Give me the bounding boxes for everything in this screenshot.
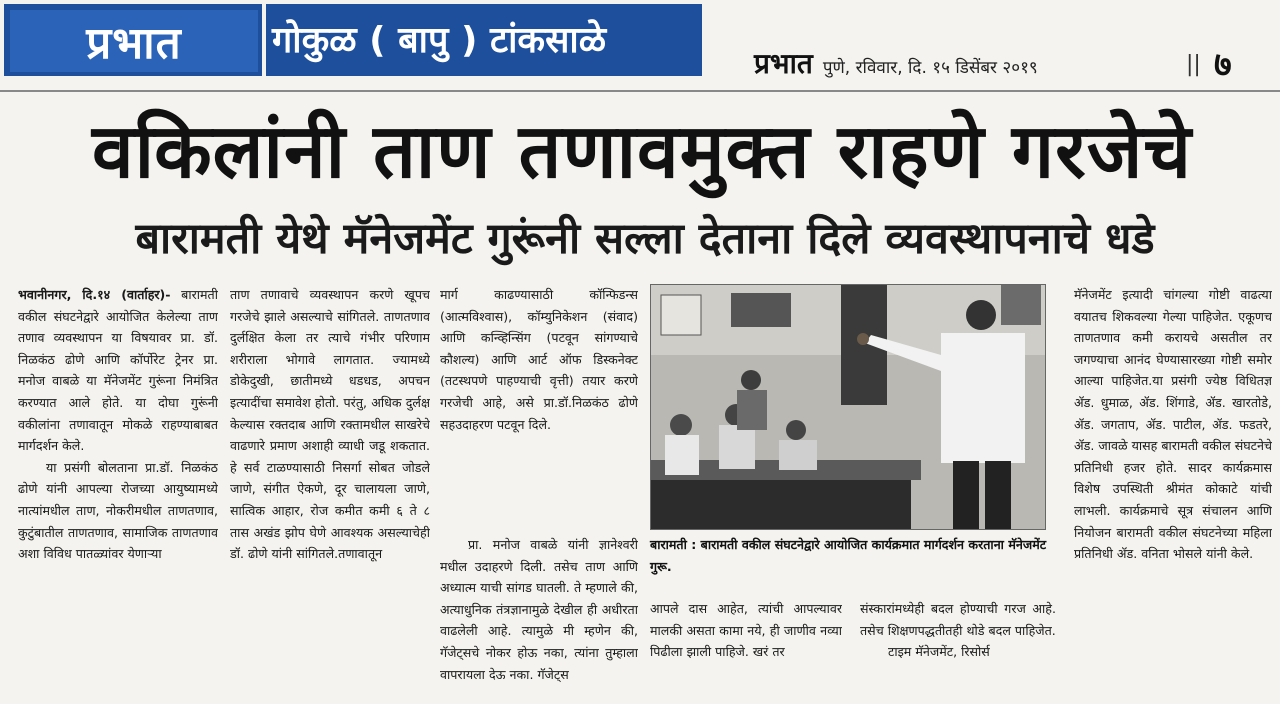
- page-dateline: [754, 44, 1038, 78]
- event-photo: [650, 284, 1046, 530]
- body-paragraph: टाइम मॅनेजमेंट, रिसोर्स: [888, 644, 990, 660]
- lead-paragraph: [18, 284, 218, 457]
- article-headline: वकिलांनी ताण तणावमुक्त राहणे गरजेचे: [91, 107, 1193, 195]
- event-photo-image: [651, 285, 1046, 530]
- article-dateline: भवानीनगर, दि.१४ (वार्ताहर)-: [18, 287, 171, 302]
- article-column-2: [230, 284, 430, 704]
- header-rule: [0, 90, 1280, 92]
- body-paragraph: प्रा. मनोज वाबळे यांनी ज्ञानेश्वरी मधील उदाहरणे दिली. तसेच ताण आणि अध्यात्म याची सांगड घातली. ते म्हणाले की, अत्याधुनिक तंत्रज्ञानामुळे देखील ही अधीरता वाढलेली आहे. त्यामुळे मी म्हणेन की, गॅजेट्सचे नोकर होऊ नका, त्यांना तुम्हाला वापरायला देऊ नका. गॅजेट्स: [440, 537, 638, 682]
- photo-caption: बारामती : बारामती वकील संघटनेद्वारे आयोजित कार्यक्रमात मार्गदर्शन करताना मॅनेजमेंट गुरू.: [650, 537, 1047, 574]
- dateline-logo: प्रभात: [754, 47, 813, 80]
- article-column-1: [18, 284, 218, 704]
- masthead-banner: [4, 4, 702, 76]
- article-subheadline: बारामती येथे मॅनेजमेंट गुरूंनी सल्ला देताना दिले व्यवस्थापनाचे धडे: [135, 214, 1155, 264]
- body-paragraph: ताण तणावाचे व्यवस्थापन करणे खूपच गरजेचे झाले असल्याचे सांगितले. ताणतणाव दुर्लक्षित केला तर त्याचे गंभीर परिणाम शरीराला भोगावे लागतात. ज्यामध्ये डोकेदुखी, छातीमध्ये धडधड, अपचन इत्यादींचा समावेश होतो. परंतु, अधिक दुर्लक्ष केल्यास रक्तदाब आणि रक्तामधील साखरेचे वाढणारे प्रमाण अशाही व्याधी जडू शकतात. हे सर्व टाळण्यासाठी निसर्गा सोबत जोडले जाणे, संगीत ऐकणे, दूर चालायला जाणे, सात्विक आहार, रोज कमीत कमी ६ ते ८ तास अखंड झोप घेणे आवश्यक असल्याचेही डॉ. ढोणे यांनी सांगितले.तणावातून: [230, 287, 430, 562]
- page-number: ७: [1214, 45, 1232, 85]
- newspaper-logo: [10, 10, 258, 72]
- article-column-5: [1074, 284, 1272, 704]
- reporter-name: गोकुळ ( बापु ) टांकसाळे: [272, 20, 607, 61]
- article-column-3: [440, 284, 638, 534]
- dateline-text: पुणे, रविवार, दि. १५ डिसेंबर २०१९: [822, 58, 1038, 78]
- page-separator: ||: [1186, 52, 1201, 77]
- article-column-3-lower: [440, 534, 638, 704]
- newspaper-logo-text: प्रभात: [86, 18, 182, 69]
- body-paragraph: आपले दास आहेत, त्यांची आपल्यावर मालकी असता कामा नये, ही जाणीव नव्या पिढीला झाली पाहिजे. खरं तर: [650, 601, 842, 660]
- masthead-divider: [262, 4, 266, 76]
- article-column-4a: [650, 598, 842, 704]
- body-paragraph: मार्ग काढण्यासाठी कॉन्फिडन्स (आत्मविश्वास), कॉम्युनिकेशन (संवाद) आणि कन्व्हिन्सिंग (पटवून सांगण्याचे कौशल्य) आणि आर्ट ऑफ डिस्कनेक्ट (तटस्थपणे पाहण्याची वृत्ती) तयार करणे गरजेची आहे, असे प्रा.डॉ.निळकंठ ढोणे सहउदाहरण पटवून दिले.: [440, 287, 638, 432]
- body-paragraph: मॅनेजमेंट इत्यादी चांगल्या गोष्टी वाढत्या वयातच शिकवल्या गेल्या पाहिजेत. एकूणच ताणतणाव कमी करायचे असतील तर जगण्याचा आनंद घेण्यासारख्या गोष्टी समोर आल्या पाहिजेत.या प्रसंगी ज्येष्ठ विधितज्ञ ॲड. धुमाळ, ॲड. शिंगाडे, ॲड. खारतोडे, ॲड. जगताप, ॲड. पाटील, ॲड. फडतरे, ॲड. जावळे यासह बारामती वकील संघटनेचे प्रतिनिधी हजर होते. सादर कार्यक्रमास विशेष उपस्थिती श्रीमंत कोकाटे यांची लाभली. कार्यक्रमाचे सूत्र संचालन आणि नियोजन बारामती वकील संघटनेच्या महिला प्रतिनिधी ॲड. वनिता भोसले यांनी केले.: [1074, 287, 1272, 562]
- article-column-4b: [860, 598, 1056, 704]
- lead-text: बारामती वकील संघटनेद्वारे आयोजित केलेल्या ताण तणाव व्यवस्थापन या विषयावर प्रा. डॉ. निळकंठ ढोणे आणि कॉर्पोरेट ट्रेनर प्रा. मनोज वाबळे या मॅनेजमेंट गुरूंना निमंत्रित करण्यात आले होते. या दोघा गुरूंनी वकीलांना तणावातून मोकळे राहण्याबाबत मार्गदर्शन केले.: [18, 287, 218, 454]
- body-paragraph: संस्कारांमध्येही बदल होण्याची गरज आहे. तसेच शिक्षणपद्धतीतही थोडे बदल पाहिजेत.: [860, 601, 1056, 638]
- body-paragraph: या प्रसंगी बोलताना प्रा.डॉ. निळकंठ ढोणे यांनी आपल्या रोजच्या आयुष्यामध्ये नात्यांमधील ताण, नोकरीमधील ताणतणाव, कुटुंबातील ताणतणाव, सामाजिक ताणतणाव अशा विविध पातळ्यांवर येणाऱ्या: [18, 459, 218, 562]
